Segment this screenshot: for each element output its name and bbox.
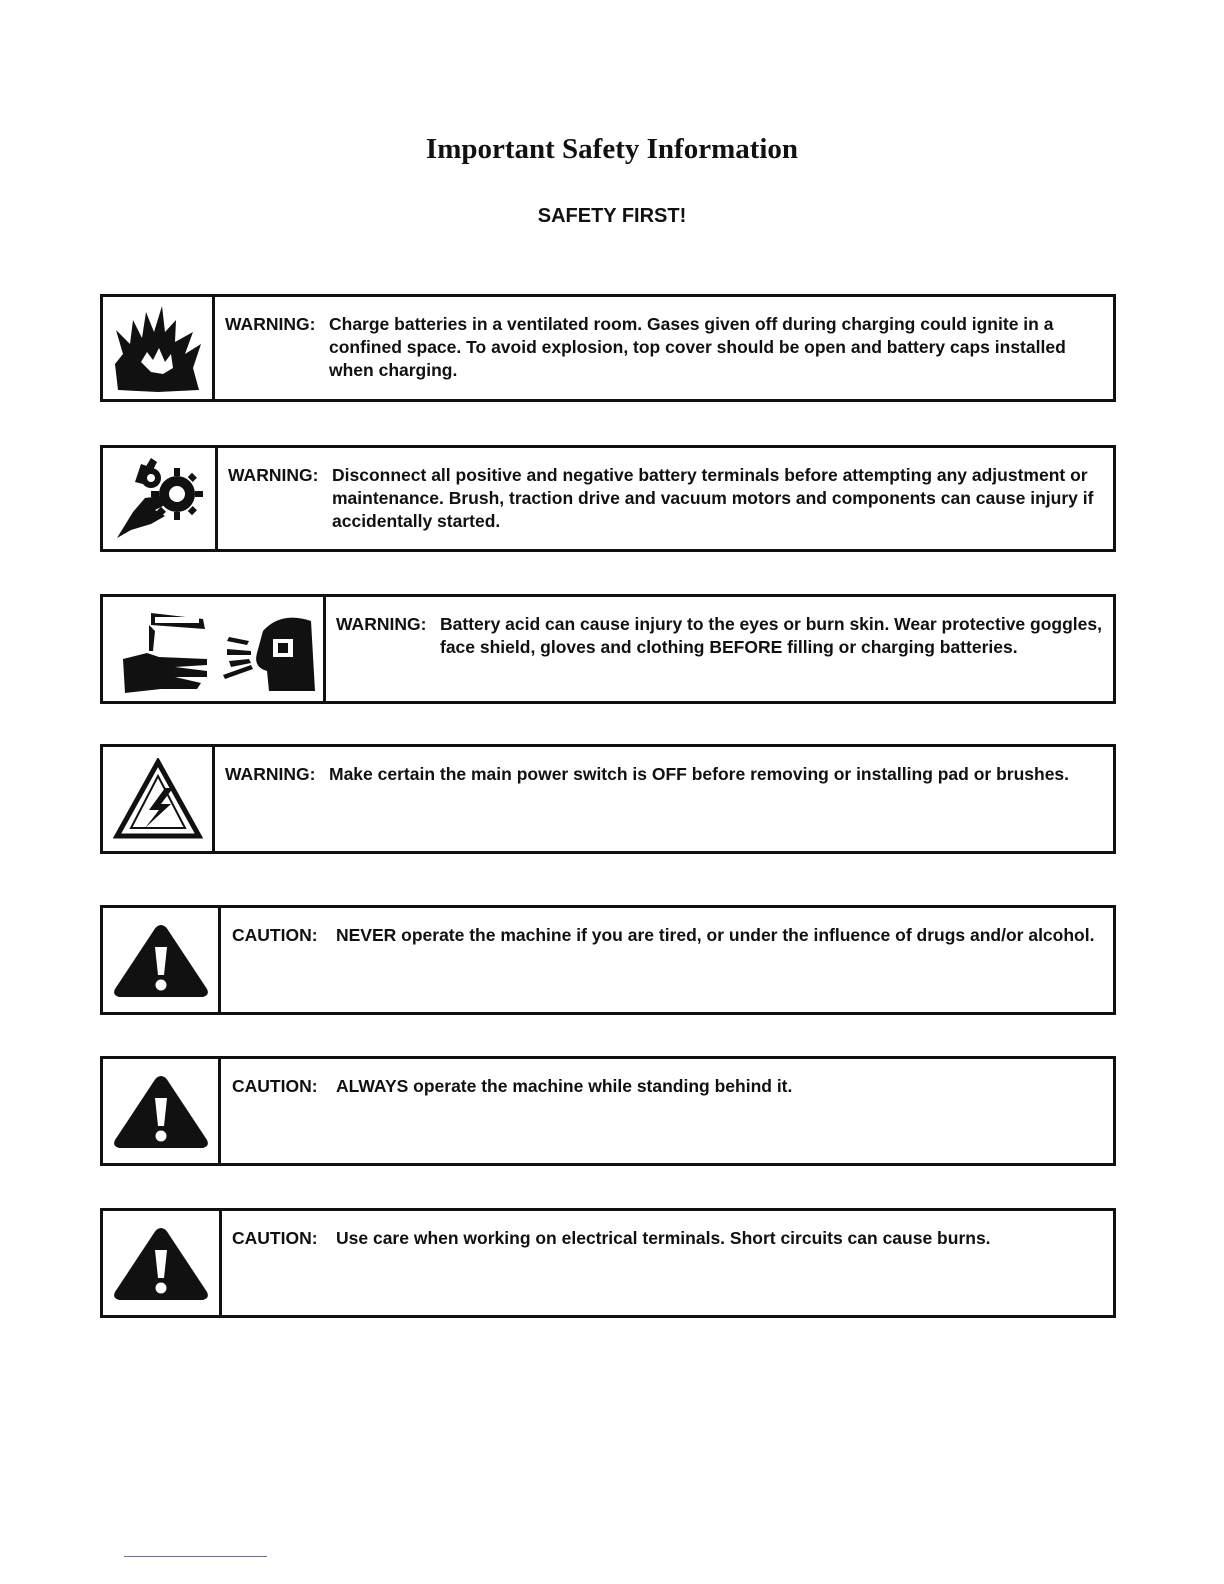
notice-label: CAUTION: bbox=[232, 1228, 318, 1248]
notice-label: WARNING: bbox=[228, 465, 319, 485]
caution-notice-tired bbox=[100, 905, 1116, 1015]
acid-burn-face-shield-icon bbox=[103, 597, 326, 701]
caution-triangle-icon bbox=[103, 908, 221, 1012]
notice-text: Make certain the main power switch is OFF before removing or installing pad or brushes. bbox=[329, 764, 1070, 784]
page-title: Important Safety Information bbox=[425, 133, 799, 165]
caution-triangle-icon bbox=[103, 1211, 222, 1315]
page-subtitle: SAFETY FIRST! bbox=[537, 205, 687, 227]
notice-label: WARNING: bbox=[225, 314, 316, 334]
warning-notice-power-switch bbox=[100, 744, 1116, 854]
notice-text: ALWAYS operate the machine while standing behind it. bbox=[336, 1076, 793, 1096]
notice-label: WARNING: bbox=[225, 764, 316, 784]
notice-text: NEVER operate the machine if you are tired, or under the influence of drugs and/or alcohol. bbox=[336, 925, 1095, 945]
notice-text: Battery acid can cause injury to the eyes or burn skin. Wear protective goggles, face shield, gloves and clothing BEFORE filling or charging batteries. bbox=[440, 614, 1102, 657]
notice-label: CAUTION: bbox=[232, 1076, 318, 1096]
electric-shock-triangle-icon bbox=[103, 747, 215, 851]
notice-text: Disconnect all positive and negative battery terminals before attempting any adjustment or maintenance. Brush, traction drive and vacuum motors and components can cause injury if accidentally started. bbox=[332, 465, 1094, 531]
hand-gear-entanglement-icon bbox=[103, 448, 218, 549]
notice-label: CAUTION: bbox=[232, 925, 318, 945]
caution-notice-electrical-terminals bbox=[100, 1208, 1116, 1318]
notice-text: Charge batteries in a ventilated room. Gases given off during charging could ignite in a confined space. To avoid explosion, top cover should be open and battery caps installed when charging. bbox=[329, 314, 1066, 380]
caution-triangle-icon bbox=[103, 1059, 221, 1163]
footer-rule bbox=[124, 1556, 267, 1557]
warning-notice-disconnect bbox=[100, 445, 1116, 552]
notice-text: Use care when working on electrical terminals. Short circuits can cause burns. bbox=[336, 1228, 991, 1248]
warning-notice-ventilation bbox=[100, 294, 1116, 402]
warning-notice-battery-acid bbox=[100, 594, 1116, 704]
notice-label: WARNING: bbox=[336, 614, 427, 634]
explosion-icon bbox=[103, 297, 215, 399]
caution-notice-stand-behind bbox=[100, 1056, 1116, 1166]
